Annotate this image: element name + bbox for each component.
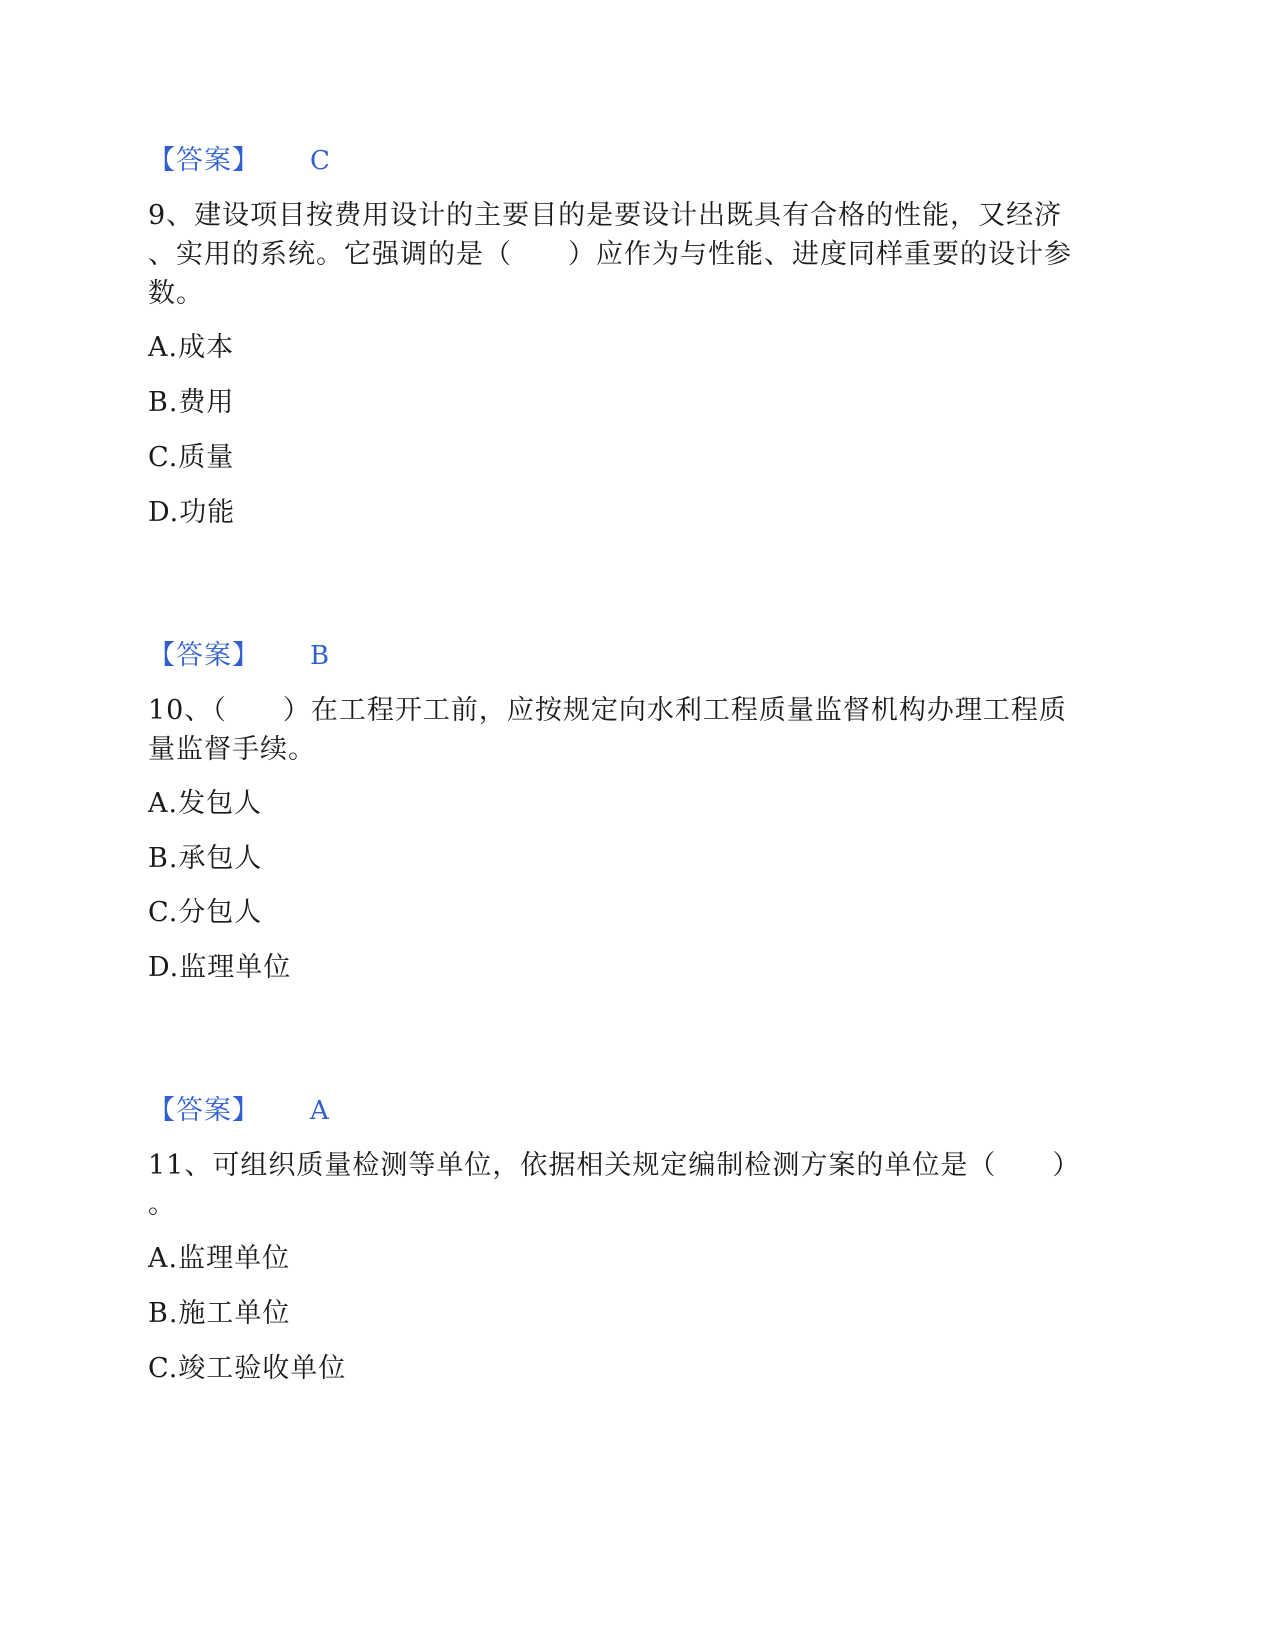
answer-label: 【答案】 [148,640,260,671]
option-c: C.分包人 [148,897,263,928]
answer-value: C [310,146,331,176]
option-c: C.质量 [148,442,235,473]
option-a: A.成本 [148,332,235,363]
question-line: 11、可组织质量检测等单位，依据相关规定编制检测方案的单位是（ ） [148,1150,1081,1181]
answer-line [148,636,331,676]
answer-value: B [310,641,331,671]
option-c: C.竣工验收单位 [148,1353,347,1384]
question-line: 数。 [148,278,204,309]
answer-label: 【答案】 [148,145,260,176]
option-b: B.费用 [148,387,235,418]
answer-line [148,1091,330,1131]
question-line: 、实用的系统。它强调的是（ ）应作为与性能、进度同样重要的设计参 [148,239,1072,270]
option-a: A.监理单位 [148,1243,291,1274]
question-line: 。 [148,1189,176,1220]
question-line: 10、（ ）在工程开工前，应按规定向水利工程质量监督机构办理工程质 [148,695,1067,726]
question-line: 量监督手续。 [148,734,316,765]
option-a: A.发包人 [148,788,263,819]
answer-label: 【答案】 [148,1095,260,1126]
option-b: B.承包人 [148,843,263,874]
option-d: D.监理单位 [148,952,292,983]
answer-value: A [310,1096,330,1126]
answer-line [148,141,331,181]
question-line: 9、建设项目按费用设计的主要目的是要设计出既具有合格的性能，又经济 [148,200,1063,231]
option-b: B.施工单位 [148,1298,291,1329]
option-d: D.功能 [148,497,236,528]
